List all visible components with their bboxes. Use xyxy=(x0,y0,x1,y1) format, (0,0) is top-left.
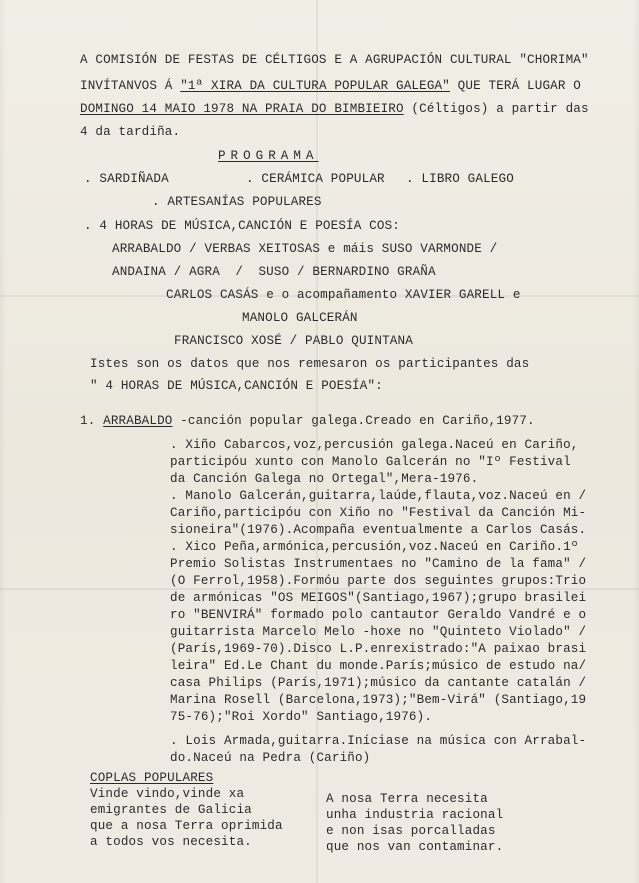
header-location: (Céltigos) a partir das xyxy=(403,102,589,116)
coplas-title: COPLAS POPULARES xyxy=(90,771,214,785)
member-line: ro "BENVIRÁ" formado polo cantautor Geraldo Vandré e o xyxy=(170,608,587,622)
section-arrabaldo xyxy=(80,413,535,429)
member-line: Marina Rosell (Barcelona,1973);"Bem-Virá" (Santiago,19 xyxy=(170,693,587,707)
header-line-3 xyxy=(80,101,589,117)
member-line: leira" Ed.Le Chant du monde.París;músico de estudo na/ xyxy=(170,659,587,673)
member-line: guitarrista Marcelo Melo -hoxe no "Quinteto Violado" / xyxy=(170,625,587,639)
member-line: . Xiño Cabarcos,voz,percusión galega.Naceú en Cariño, xyxy=(170,438,579,452)
event-name: "1ª XIRA DA CULTURA POPULAR GALEGA" xyxy=(180,79,450,93)
programa-title: PROGRAMA xyxy=(218,149,319,163)
group-name: ARRABALDO xyxy=(103,414,173,428)
section-number: 1. xyxy=(80,414,96,428)
programa-item-ceramica: . CERÁMICA POPULAR xyxy=(246,172,385,186)
artists-line-2: ANDAINA / AGRA / SUSO / BERNARDINO GRAÑA xyxy=(112,265,436,279)
copla-left-line: a todos vos necesita. xyxy=(90,835,252,849)
programa-item-sardinada: . SARDIÑADA xyxy=(84,172,169,186)
member-line: . Manolo Galcerán,guitarra,laúde,flauta,voz.Naceú en / xyxy=(170,489,587,503)
copla-right-line: que nos van contaminar. xyxy=(326,840,504,854)
member-line: de armónicas "OS MEIGOS"(Santiago,1967);grupo brasilei xyxy=(170,591,587,605)
copla-right-line: A nosa Terra necesita xyxy=(326,792,488,806)
header-line-2 xyxy=(80,78,581,94)
member-line: da Canción Galega no Ortegal",Mera-1976. xyxy=(170,472,479,486)
event-date-place: DOMINGO 14 MAIO 1978 NA PRAIA DO BIMBIEIRO xyxy=(80,102,404,116)
copla-left-line: emigrantes de Galicia xyxy=(90,803,252,817)
member-line: do.Naceú na Pedra (Cariño) xyxy=(170,751,371,765)
group-description: -canción popular galega.Creado en Cariño,1977. xyxy=(172,414,535,428)
copla-right-line: e non isas porcalladas xyxy=(326,824,496,838)
header-place: QUE TERÁ LUGAR O xyxy=(449,79,581,93)
copla-left-line: Vinde vindo,vinde xa xyxy=(90,787,245,801)
member-line: . Lois Armada,guitarra.Iníciase na música con Arrabal- xyxy=(170,734,587,748)
programa-item-libro: . LIBRO GALEGO xyxy=(406,172,514,186)
member-line: sioneira"(1976).Acompaña eventualmente a Carlos Casás. xyxy=(170,523,587,537)
member-line: 75-76);"Roi Xordo" Santiago,1976). xyxy=(170,710,433,724)
member-line: Cariño,participóu con Xiño no "Festival da Canción Mi- xyxy=(170,506,587,520)
artists-line-4: MANOLO GALCERÁN xyxy=(242,311,358,325)
artists-line-3: CARLOS CASÁS e o acompañamento XAVIER GARELL e xyxy=(166,288,521,302)
member-line: participóu xunto con Manolo Galcerán no "Iº Festival xyxy=(170,455,571,469)
member-line: casa Philips (París,1971);músico da cantante catalán / xyxy=(170,676,587,690)
member-line: . Xico Peña,armónica,percusión,voz.Naceú en Cariño.1º xyxy=(170,540,579,554)
intro-line-2: " 4 HORAS DE MÚSICA,CANCIÓN E POESÍA": xyxy=(90,379,383,393)
programa-item-artesanias: . ARTESANÍAS POPULARES xyxy=(152,195,322,209)
artists-line-1: ARRABALDO / VERBAS XEITOSAS e máis SUSO VARMONDE / xyxy=(112,242,498,256)
header-invite: INVÍTANVOS Á xyxy=(80,79,181,93)
header-line-1: A COMISIÓN DE FESTAS DE CÉLTIGOS E A AGRUPACIÓN CULTURAL "CHORIMA" xyxy=(80,53,589,67)
member-line: (París,1969-70).Disco L.P.enrexistrado:"A paixao brasi xyxy=(170,642,587,656)
programa-item-musica: . 4 HORAS DE MÚSICA,CANCIÓN E POESÍA COS: xyxy=(84,219,401,233)
header-line-4: 4 da tardiña. xyxy=(80,125,181,139)
copla-left-line: que a nosa Terra oprimida xyxy=(90,819,283,833)
intro-line-1: Istes son os datos que nos remesaron os participantes das xyxy=(90,357,530,371)
artists-line-5: FRANCISCO XOSÉ / PABLO QUINTANA xyxy=(174,334,413,348)
member-line: Premio Solistas Instrumentaes no "Camino de la fama" / xyxy=(170,557,587,571)
copla-right-line: unha industria racional xyxy=(326,808,504,822)
member-line: (O Ferrol,1958).Formóu parte dos seguintes grupos:Trio xyxy=(170,574,587,588)
